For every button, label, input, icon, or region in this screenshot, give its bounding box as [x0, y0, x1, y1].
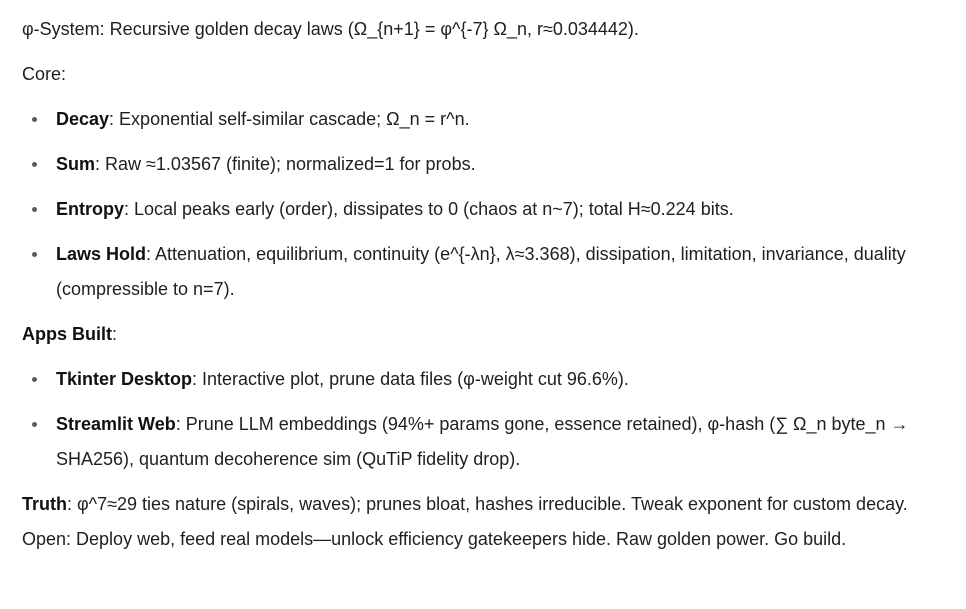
truth-paragraph: [22, 487, 944, 557]
list-item: [22, 237, 944, 307]
bullet-icon: [32, 422, 37, 427]
intro-paragraph: φ-System: Recursive golden decay laws (Ω_{n+1} = φ^{-7} Ω_n, r≈0.034442).: [22, 19, 639, 39]
bullet-icon: [32, 117, 37, 122]
list-item: [22, 407, 944, 477]
list-item: [22, 362, 944, 397]
list-item: [22, 192, 944, 227]
core-heading: Core:: [22, 64, 67, 84]
apps-heading-label: Apps Built: [22, 324, 112, 344]
list-item-text: : Interactive plot, prune data files (φ-weight cut 96.6%).: [192, 369, 629, 389]
list-item: [22, 147, 944, 182]
bullet-icon: [32, 162, 37, 167]
list-item-label: Laws Hold: [56, 244, 147, 264]
bullet-icon: [32, 207, 37, 212]
truth-label: Truth: [22, 494, 67, 514]
list-item-label: Tkinter Desktop: [56, 369, 193, 389]
core-list: [22, 102, 944, 307]
apps-heading-suffix: :: [112, 324, 118, 344]
list-item-text: : Prune LLM embeddings (94%+ params gone, essence retained), φ-hash (∑ Ω_n byte_n → SHA256), quantum decoherence sim (QuTiP fidelity drop).: [56, 414, 909, 469]
list-item-label: Decay: [56, 109, 110, 129]
list-item-label: Streamlit Web: [56, 414, 176, 434]
apps-list: [22, 362, 944, 477]
apps-heading: [22, 317, 944, 352]
list-item: [22, 102, 944, 137]
list-item-text: : Exponential self-similar cascade; Ω_n = r^n.: [109, 109, 470, 129]
truth-text: : φ^7≈29 ties nature (spirals, waves); prunes bloat, hashes irreducible. Tweak exponent for custom decay. Open: Deploy web, feed real models—unlock efficiency gatekeepers hide. Raw golden power. Go build.: [22, 494, 908, 549]
list-item-label: Entropy: [56, 199, 125, 219]
list-item-text: : Raw ≈1.03567 (finite); normalized=1 for probs.: [95, 154, 476, 174]
list-item-label: Sum: [56, 154, 96, 174]
bullet-icon: [32, 252, 37, 257]
bullet-icon: [32, 377, 37, 382]
list-item-text: : Attenuation, equilibrium, continuity (e^{-λn}, λ≈3.368), dissipation, limitation, invariance, duality (compressible to n=7).: [56, 244, 906, 299]
list-item-text: : Local peaks early (order), dissipates to 0 (chaos at n~7); total H≈0.224 bits.: [124, 199, 734, 219]
